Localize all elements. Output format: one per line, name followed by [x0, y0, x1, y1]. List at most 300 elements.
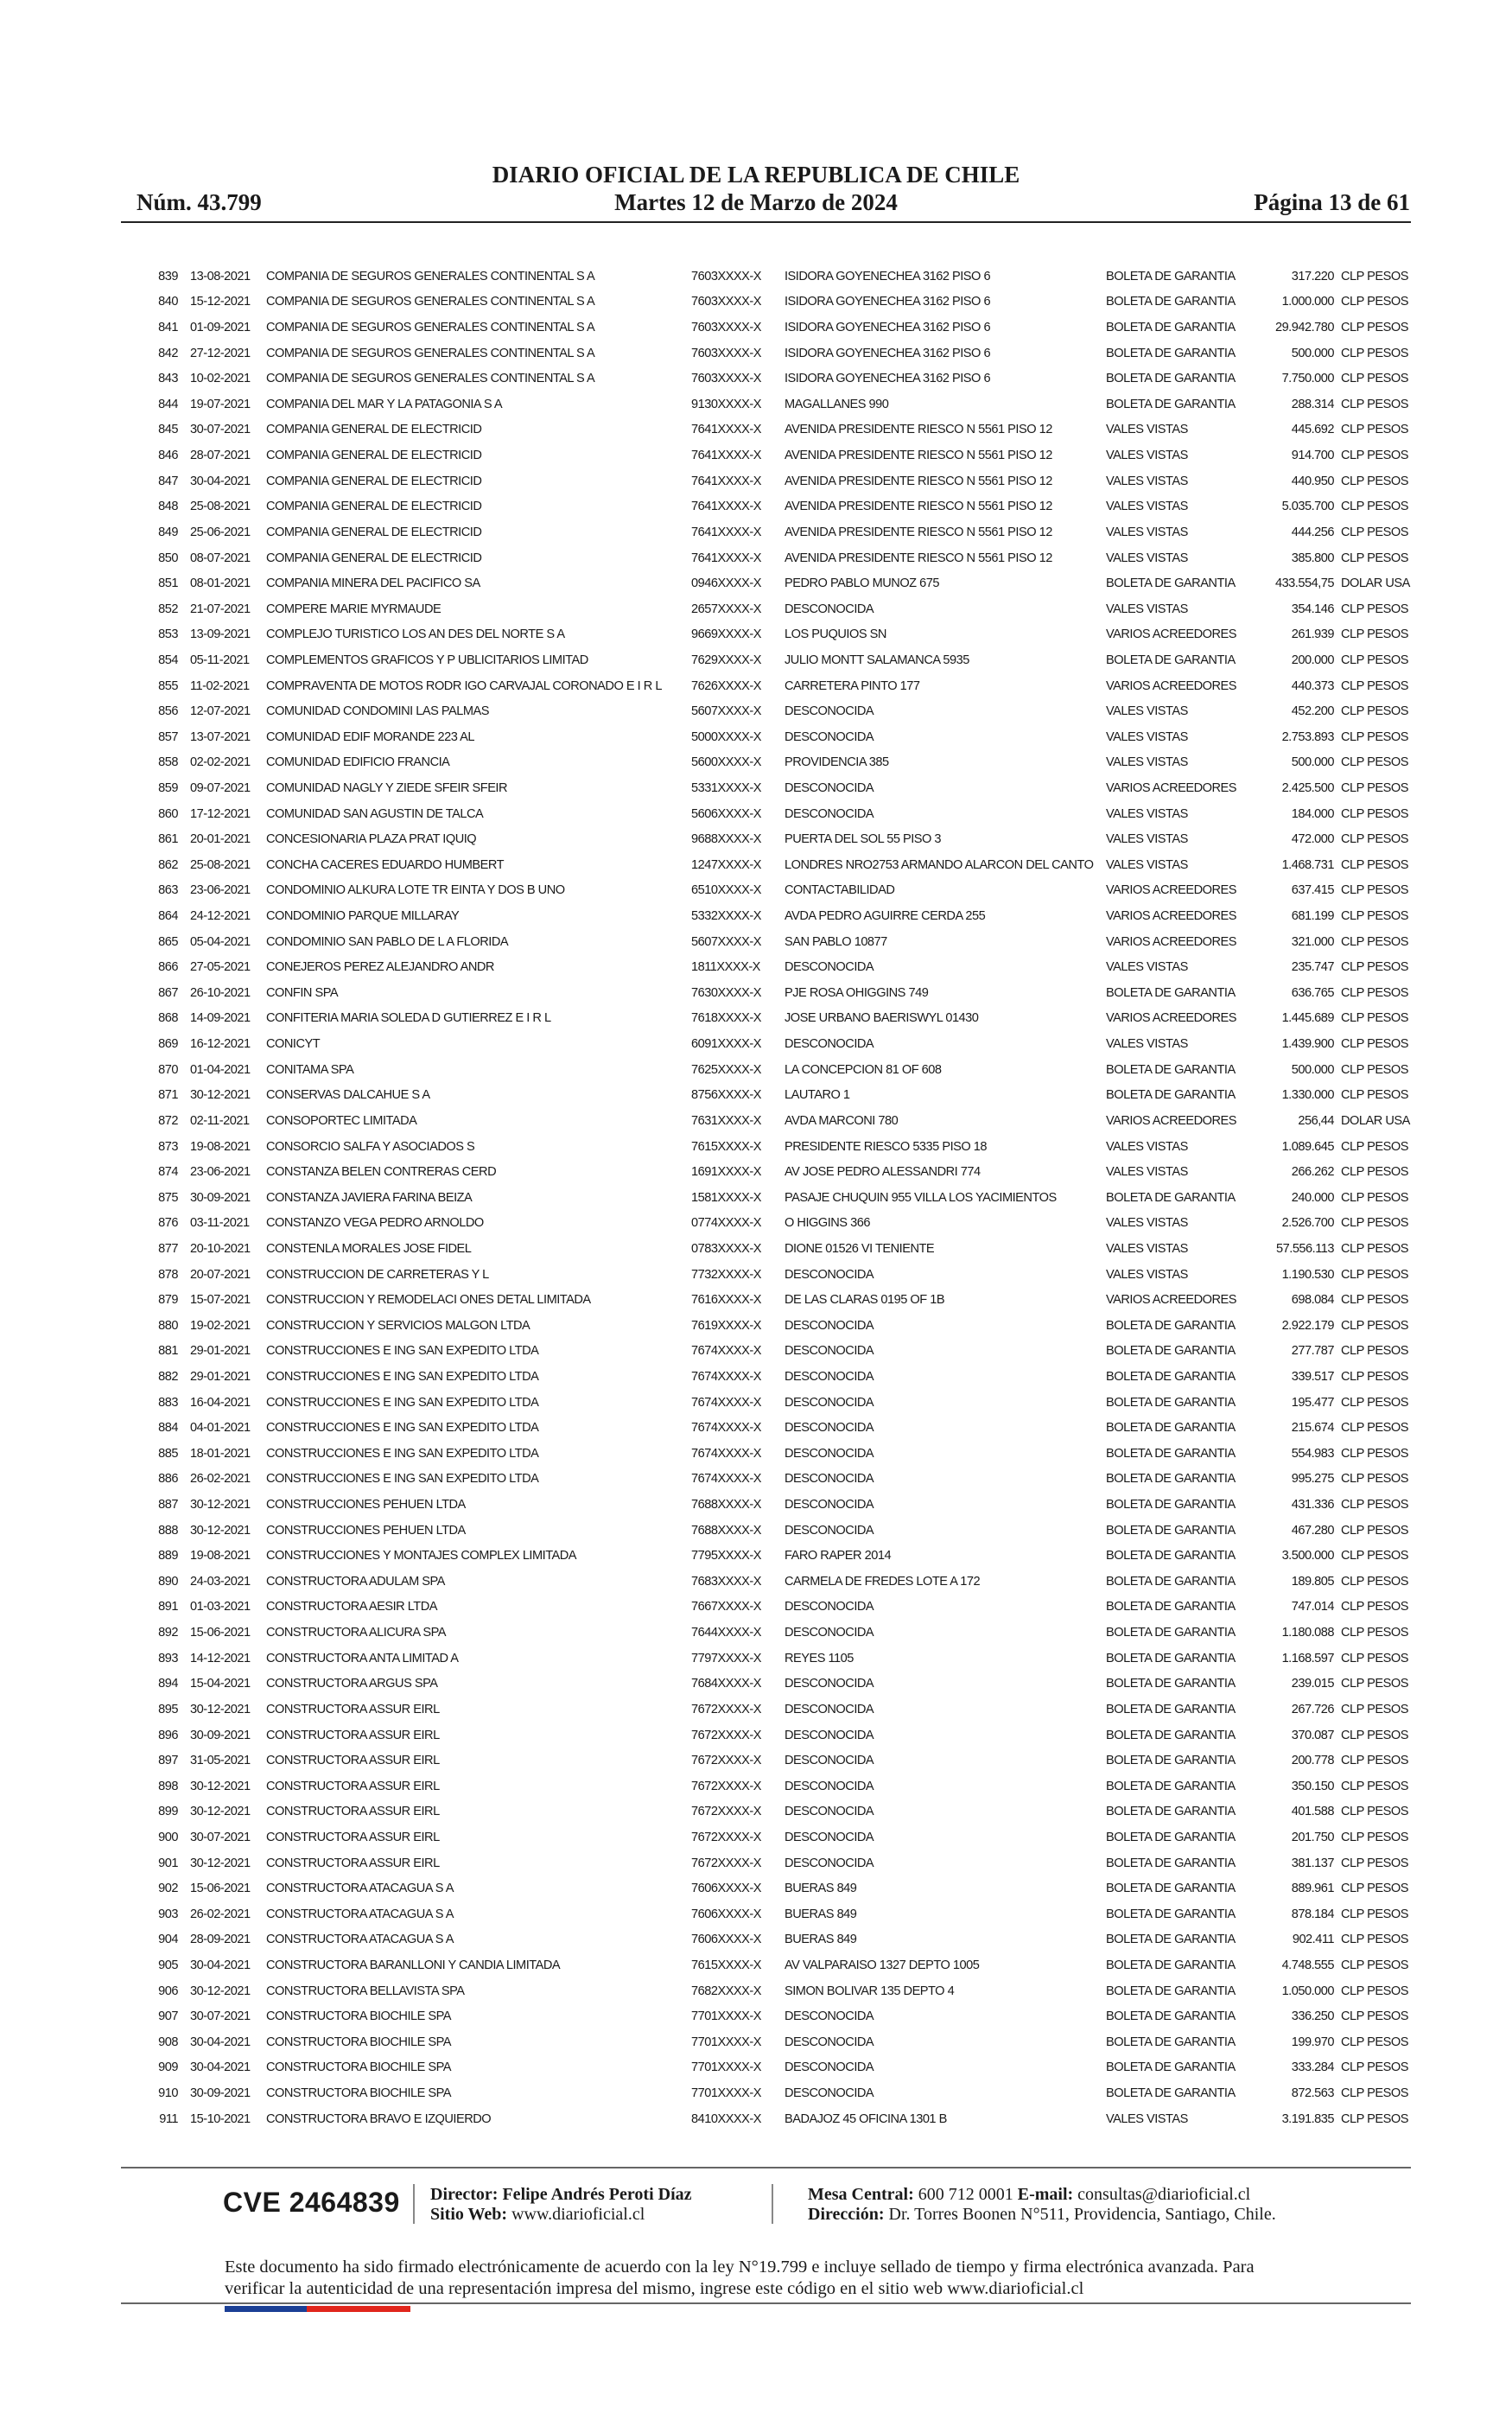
row-rut: 7683XXXX-X — [691, 1574, 761, 1589]
table-row — [121, 1236, 1411, 1262]
flag-stripe-red — [307, 2306, 410, 2312]
flag-stripe-blue — [225, 2306, 307, 2312]
row-currency: CLP PESOS — [1341, 269, 1408, 283]
row-name: CONICYT — [266, 1037, 321, 1052]
row-rut: 7674XXXX-X — [691, 1344, 761, 1359]
row-number: 901 — [158, 1856, 178, 1870]
row-number: 857 — [158, 729, 178, 744]
row-currency: CLP PESOS — [1341, 295, 1408, 309]
row-date: 30-12-2021 — [190, 1498, 251, 1512]
row-number: 845 — [158, 423, 178, 437]
row-date: 16-12-2021 — [190, 1037, 251, 1052]
row-name: CONSTRUCTORA ALICURA SPA — [266, 1626, 447, 1640]
row-currency: CLP PESOS — [1341, 653, 1408, 667]
table-row — [121, 2003, 1411, 2029]
row-date: 15-06-2021 — [190, 1626, 251, 1640]
row-address: REYES 1105 — [785, 1651, 854, 1665]
row-instrument: BOLETA DE GARANTIA — [1106, 1754, 1236, 1768]
row-currency: CLP PESOS — [1341, 1805, 1408, 1819]
table-row — [121, 929, 1411, 955]
row-date: 23-06-2021 — [190, 883, 251, 898]
row-number: 844 — [158, 397, 178, 411]
table-row — [121, 366, 1411, 392]
row-rut: 5331XXXX-X — [691, 780, 761, 795]
row-currency: CLP PESOS — [1341, 909, 1408, 924]
row-amount: 5.035.700 — [1281, 500, 1334, 514]
row-instrument: VALES VISTAS — [1106, 857, 1188, 872]
row-instrument: BOLETA DE GARANTIA — [1106, 1190, 1236, 1205]
row-instrument: BOLETA DE GARANTIA — [1106, 1728, 1236, 1742]
row-amount: 261.939 — [1291, 627, 1334, 642]
row-address: PROVIDENCIA 385 — [785, 755, 889, 770]
row-amount: 240.000 — [1291, 1190, 1334, 1205]
footer-separator — [772, 2184, 773, 2224]
row-address: DESCONOCIDA — [785, 1370, 874, 1384]
row-name: CONSORCIO SALFA Y ASOCIADOS S — [266, 1139, 475, 1154]
signature-note: Este documento ha sido firmado electrónicamente de acuerdo con la ley N°19.799 e incluye sellado de tiempo y firma electrónica avanzada. Para verificar la autenticidad de una representación impresa del mismo, ingrese este código en el sitio web www.diarioficial.cl — [225, 2258, 1255, 2298]
row-instrument: VALES VISTAS — [1106, 729, 1188, 744]
row-address: SIMON BOLIVAR 135 DEPTO 4 — [785, 1984, 955, 1998]
row-amount: 385.800 — [1291, 551, 1334, 565]
row-name: CONSTRUCCIONES PEHUEN LTDA — [266, 1498, 466, 1512]
row-amount: 878.184 — [1291, 1907, 1334, 1921]
row-number: 906 — [158, 1984, 178, 1998]
table-row — [121, 494, 1411, 519]
row-instrument: BOLETA DE GARANTIA — [1106, 2009, 1236, 2024]
row-rut: 5607XXXX-X — [691, 934, 761, 949]
row-amount: 288.314 — [1291, 397, 1334, 411]
row-number: 858 — [158, 755, 178, 770]
email-link[interactable]: consultas@diarioficial.cl — [1077, 2185, 1251, 2204]
row-amount: 4.748.555 — [1281, 1958, 1334, 1973]
table-row — [121, 1287, 1411, 1313]
row-date: 30-04-2021 — [190, 2035, 251, 2049]
row-currency: CLP PESOS — [1341, 985, 1408, 1000]
row-name: CONSTRUCCIONES Y MONTAJES COMPLEX LIMITADA — [266, 1549, 577, 1563]
row-currency: CLP PESOS — [1341, 1754, 1408, 1768]
row-rut: 9688XXXX-X — [691, 832, 761, 847]
row-instrument: BOLETA DE GARANTIA — [1106, 1062, 1236, 1077]
row-number: 908 — [158, 2035, 178, 2049]
row-currency: CLP PESOS — [1341, 1062, 1408, 1077]
table-row — [121, 2106, 1411, 2132]
table-row — [121, 341, 1411, 366]
row-instrument: VALES VISTAS — [1106, 1037, 1188, 1052]
row-currency: CLP PESOS — [1341, 1523, 1408, 1538]
website-link[interactable]: www.diarioficial.cl — [511, 2205, 645, 2224]
row-name: CONSTRUCTORA BRAVO E IZQUIERDO — [266, 2111, 492, 2126]
table-row — [121, 468, 1411, 494]
table-row — [121, 1543, 1411, 1569]
row-amount: 1.468.731 — [1281, 857, 1334, 872]
row-currency: CLP PESOS — [1341, 678, 1408, 693]
row-name: CONCESIONARIA PLAZA PRAT IQUIQ — [266, 832, 477, 847]
row-amount: 889.961 — [1291, 1882, 1334, 1896]
table-row — [121, 1185, 1411, 1211]
table-row — [121, 1518, 1411, 1544]
row-address: AVENIDA PRESIDENTE RIESCO N 5561 PISO 12 — [785, 525, 1052, 539]
row-instrument: VALES VISTAS — [1106, 960, 1188, 975]
row-number: 903 — [158, 1907, 178, 1921]
table-row — [121, 801, 1411, 827]
row-amount: 995.275 — [1291, 1472, 1334, 1487]
row-amount: 636.765 — [1291, 985, 1334, 1000]
row-rut: 1691XXXX-X — [691, 1165, 761, 1180]
row-currency: CLP PESOS — [1341, 1241, 1408, 1256]
row-address: PASAJE CHUQUIN 955 VILLA LOS YACIMIENTOS — [785, 1190, 1057, 1205]
row-currency: CLP PESOS — [1341, 1011, 1408, 1026]
row-amount: 339.517 — [1291, 1370, 1334, 1384]
row-name: CONSTRUCTORA BARANLLONI Y CANDIA LIMITADA — [266, 1958, 561, 1973]
table-row — [121, 1723, 1411, 1748]
row-amount: 902.411 — [1292, 1933, 1334, 1947]
table-row — [121, 443, 1411, 468]
row-number: 887 — [158, 1498, 178, 1512]
table-row — [121, 290, 1411, 315]
row-date: 19-02-2021 — [190, 1318, 251, 1333]
row-number: 864 — [158, 909, 178, 924]
table-row — [121, 1952, 1411, 1978]
row-address: AV VALPARAISO 1327 DEPTO 1005 — [785, 1958, 980, 1973]
row-number: 867 — [158, 985, 178, 1000]
issue-number: Núm. 43.799 — [137, 189, 262, 215]
row-rut: 9130XXXX-X — [691, 397, 761, 411]
table-row — [121, 673, 1411, 699]
row-rut: 7672XXXX-X — [691, 1856, 761, 1870]
row-currency: CLP PESOS — [1341, 1318, 1408, 1333]
row-number: 899 — [158, 1805, 178, 1819]
row-amount: 445.692 — [1291, 423, 1334, 437]
row-number: 882 — [158, 1370, 178, 1384]
row-rut: 7667XXXX-X — [691, 1600, 761, 1614]
row-name: CONSTANZO VEGA PEDRO ARNOLDO — [266, 1216, 484, 1231]
row-date: 12-07-2021 — [190, 704, 251, 719]
row-instrument: BOLETA DE GARANTIA — [1106, 653, 1236, 667]
table-row — [121, 1492, 1411, 1518]
row-number: 902 — [158, 1882, 178, 1896]
row-address: AV JOSE PEDRO ALESSANDRI 774 — [785, 1165, 981, 1180]
row-instrument: VALES VISTAS — [1106, 1241, 1188, 1256]
row-name: CONSTRUCTORA ATACAGUA S A — [266, 1882, 454, 1896]
row-name: CONCHA CACERES EDUARDO HUMBERT — [266, 857, 505, 872]
row-name: CONSTRUCTORA ANTA LIMITAD A — [266, 1651, 459, 1665]
row-instrument: BOLETA DE GARANTIA — [1106, 2086, 1236, 2101]
row-address: DIONE 01526 VI TENIENTE — [785, 1241, 935, 1256]
row-date: 30-04-2021 — [190, 1958, 251, 1973]
row-date: 09-07-2021 — [190, 780, 251, 795]
table-row — [121, 2029, 1411, 2055]
table-row — [121, 315, 1411, 341]
row-instrument: VALES VISTAS — [1106, 602, 1188, 616]
row-date: 13-09-2021 — [190, 627, 251, 642]
row-instrument: BOLETA DE GARANTIA — [1106, 1523, 1236, 1538]
row-amount: 215.674 — [1291, 1421, 1334, 1436]
row-date: 24-03-2021 — [190, 1574, 251, 1589]
row-date: 19-08-2021 — [190, 1139, 251, 1154]
row-date: 30-04-2021 — [190, 474, 251, 488]
row-rut: 1811XXXX-X — [691, 960, 760, 975]
row-rut: 7629XXXX-X — [691, 653, 761, 667]
row-rut: 9669XXXX-X — [691, 627, 761, 642]
row-address: PJE ROSA OHIGGINS 749 — [785, 985, 929, 1000]
table-row — [121, 1467, 1411, 1493]
row-amount: 444.256 — [1291, 525, 1334, 539]
row-name: CONSTRUCCIONES PEHUEN LTDA — [266, 1523, 466, 1538]
table-row — [121, 852, 1411, 878]
row-instrument: VALES VISTAS — [1106, 525, 1188, 539]
contact-line — [808, 2184, 1250, 2205]
row-currency: CLP PESOS — [1341, 1395, 1408, 1410]
row-name: CONSTRUCTORA ASSUR EIRL — [266, 1702, 440, 1716]
row-number: 909 — [158, 2060, 178, 2075]
table-row — [121, 1595, 1411, 1621]
row-rut: 7688XXXX-X — [691, 1498, 761, 1512]
row-address: AVENIDA PRESIDENTE RIESCO N 5561 PISO 12 — [785, 474, 1052, 488]
row-name: COMUNIDAD SAN AGUSTIN DE TALCA — [266, 806, 484, 821]
row-number: 872 — [158, 1113, 178, 1128]
row-date: 20-01-2021 — [190, 832, 251, 847]
row-amount: 440.373 — [1291, 678, 1334, 693]
row-number: 843 — [158, 372, 178, 386]
row-rut: 7672XXXX-X — [691, 1779, 761, 1793]
row-amount: 500.000 — [1291, 346, 1334, 360]
row-date: 08-07-2021 — [190, 551, 251, 565]
table-row — [121, 903, 1411, 929]
row-date: 20-07-2021 — [190, 1267, 251, 1282]
row-amount: 2.922.179 — [1281, 1318, 1334, 1333]
row-currency: CLP PESOS — [1341, 1574, 1408, 1589]
row-date: 05-04-2021 — [190, 934, 251, 949]
row-name: CONSTANZA BELEN CONTRERAS CERD — [266, 1165, 497, 1180]
row-rut: 7672XXXX-X — [691, 1754, 761, 1768]
row-number: 852 — [158, 602, 178, 616]
row-name: CONSTRUCCION DE CARRETERAS Y L — [266, 1267, 489, 1282]
row-date: 13-08-2021 — [190, 269, 251, 283]
row-rut: 7701XXXX-X — [691, 2086, 761, 2101]
row-rut: 7672XXXX-X — [691, 1728, 761, 1742]
row-name: CONSTRUCCION Y SERVICIOS MALGON LTDA — [266, 1318, 530, 1333]
footer-separator — [413, 2184, 415, 2224]
row-currency: CLP PESOS — [1341, 832, 1408, 847]
row-amount: 747.014 — [1291, 1600, 1334, 1614]
row-name: COMPANIA DE SEGUROS GENERALES CONTINENTAL S A — [266, 372, 595, 386]
row-name: COMPANIA GENERAL DE ELECTRICID — [266, 551, 482, 565]
row-amount: 472.000 — [1291, 832, 1334, 847]
row-rut: 0783XXXX-X — [691, 1241, 761, 1256]
row-date: 11-02-2021 — [190, 678, 250, 693]
row-name: CONSTENLA MORALES JOSE FIDEL — [266, 1241, 472, 1256]
row-rut: 7603XXXX-X — [691, 346, 761, 360]
row-name: CONSTANZA JAVIERA FARINA BEIZA — [266, 1190, 473, 1205]
row-date: 15-10-2021 — [190, 2111, 251, 2126]
row-currency: CLP PESOS — [1341, 397, 1408, 411]
row-amount: 189.805 — [1291, 1574, 1334, 1589]
row-currency: CLP PESOS — [1341, 1958, 1408, 1973]
row-currency: CLP PESOS — [1341, 780, 1408, 795]
row-date: 14-09-2021 — [190, 1011, 251, 1026]
row-amount: 2.425.500 — [1281, 780, 1334, 795]
row-rut: 7701XXXX-X — [691, 2060, 761, 2075]
row-name: CONSTRUCCIONES E ING SAN EXPEDITO LTDA — [266, 1395, 539, 1410]
row-address: ISIDORA GOYENECHEA 3162 PISO 6 — [785, 321, 991, 335]
records-body — [121, 264, 1411, 2131]
row-rut: 7644XXXX-X — [691, 1626, 761, 1640]
row-amount: 1.445.689 — [1281, 1011, 1334, 1026]
row-date: 30-12-2021 — [190, 1984, 251, 1998]
row-currency: CLP PESOS — [1341, 1702, 1408, 1716]
row-number: 840 — [158, 295, 178, 309]
row-instrument: BOLETA DE GARANTIA — [1106, 1933, 1236, 1947]
row-address: PUERTA DEL SOL 55 PISO 3 — [785, 832, 942, 847]
row-address: DESCONOCIDA — [785, 1421, 874, 1436]
row-number: 855 — [158, 678, 178, 693]
newspaper-title: DIARIO OFICIAL DE LA REPUBLICA DE CHILE — [492, 162, 1020, 188]
row-number: 892 — [158, 1626, 178, 1640]
row-address: ISIDORA GOYENECHEA 3162 PISO 6 — [785, 269, 991, 283]
table-row — [121, 954, 1411, 980]
row-date: 13-07-2021 — [190, 729, 251, 744]
row-rut: 6091XXXX-X — [691, 1037, 761, 1052]
row-number: 900 — [158, 1830, 178, 1844]
row-currency: CLP PESOS — [1341, 1421, 1408, 1436]
row-number: 885 — [158, 1446, 178, 1461]
row-currency: CLP PESOS — [1341, 1037, 1408, 1052]
email-label: E-mail: — [1017, 2185, 1074, 2204]
row-date: 29-01-2021 — [190, 1344, 251, 1359]
row-instrument: VALES VISTAS — [1106, 474, 1188, 488]
row-rut: 7618XXXX-X — [691, 1011, 761, 1026]
table-row — [121, 1031, 1411, 1057]
row-address: LA CONCEPCION 81 OF 608 — [785, 1062, 942, 1077]
row-instrument: VALES VISTAS — [1106, 1267, 1188, 1282]
row-name: CONDOMINIO ALKURA LOTE TR EINTA Y DOS B UNO — [266, 883, 565, 898]
row-date: 02-02-2021 — [190, 755, 251, 770]
row-name: COMUNIDAD EDIF MORANDE 223 AL — [266, 729, 474, 744]
row-amount: 2.753.893 — [1281, 729, 1334, 744]
row-amount: 872.563 — [1291, 2086, 1334, 2101]
mesa-label: Mesa Central: — [808, 2185, 914, 2204]
row-name: CONDOMINIO PARQUE MILLARAY — [266, 909, 460, 924]
row-date: 30-09-2021 — [190, 1190, 251, 1205]
row-address: DESCONOCIDA — [785, 2035, 874, 2049]
row-instrument: BOLETA DE GARANTIA — [1106, 1600, 1236, 1614]
row-instrument: BOLETA DE GARANTIA — [1106, 1344, 1236, 1359]
row-address: DESCONOCIDA — [785, 1754, 874, 1768]
row-name: COMPANIA DE SEGUROS GENERALES CONTINENTAL S A — [266, 321, 595, 335]
row-date: 25-08-2021 — [190, 500, 251, 514]
row-instrument: VALES VISTAS — [1106, 2111, 1188, 2126]
row-name: COMPANIA GENERAL DE ELECTRICID — [266, 423, 482, 437]
row-currency: CLP PESOS — [1341, 1344, 1408, 1359]
row-amount: 266.262 — [1291, 1165, 1334, 1180]
row-number: 890 — [158, 1574, 178, 1589]
row-currency: CLP PESOS — [1341, 2086, 1408, 2101]
row-rut: 7641XXXX-X — [691, 551, 761, 565]
row-rut: 8410XXXX-X — [691, 2111, 761, 2126]
table-row — [121, 1390, 1411, 1416]
row-instrument: BOLETA DE GARANTIA — [1106, 1421, 1236, 1436]
row-currency: CLP PESOS — [1341, 525, 1408, 539]
row-currency: CLP PESOS — [1341, 372, 1408, 386]
row-number: 862 — [158, 857, 178, 872]
row-address: DESCONOCIDA — [785, 704, 874, 719]
row-date: 15-07-2021 — [190, 1293, 251, 1308]
row-number: 875 — [158, 1190, 178, 1205]
row-amount: 184.000 — [1291, 806, 1334, 821]
row-number: 851 — [158, 576, 178, 591]
row-name: COMPANIA GENERAL DE ELECTRICID — [266, 474, 482, 488]
row-instrument: BOLETA DE GARANTIA — [1106, 1830, 1236, 1844]
row-number: 842 — [158, 346, 178, 360]
row-instrument: VALES VISTAS — [1106, 832, 1188, 847]
row-currency: CLP PESOS — [1341, 321, 1408, 335]
row-amount: 433.554,75 — [1274, 576, 1334, 591]
row-number: 895 — [158, 1702, 178, 1716]
row-instrument: BOLETA DE GARANTIA — [1106, 1958, 1236, 1973]
row-date: 01-03-2021 — [190, 1600, 251, 1614]
table-row — [121, 1313, 1411, 1339]
row-date: 30-12-2021 — [190, 1856, 251, 1870]
row-amount: 239.015 — [1291, 1677, 1334, 1691]
row-number: 889 — [158, 1549, 178, 1563]
row-instrument: VALES VISTAS — [1106, 423, 1188, 437]
row-amount: 200.778 — [1291, 1754, 1334, 1768]
row-name: CONSTRUCCIONES E ING SAN EXPEDITO LTDA — [266, 1472, 539, 1487]
row-name: COMPLEMENTOS GRAFICOS Y P UBLICITARIOS LIMITAD — [266, 653, 588, 667]
row-rut: 5606XXXX-X — [691, 806, 761, 821]
row-instrument: VALES VISTAS — [1106, 704, 1188, 719]
row-amount: 440.950 — [1291, 474, 1334, 488]
table-row — [121, 2080, 1411, 2106]
row-rut: 5332XXXX-X — [691, 909, 761, 924]
table-row — [121, 750, 1411, 776]
row-name: COMPANIA DE SEGUROS GENERALES CONTINENTAL S A — [266, 295, 595, 309]
row-number: 853 — [158, 627, 178, 642]
row-instrument: BOLETA DE GARANTIA — [1106, 1498, 1236, 1512]
row-rut: 7641XXXX-X — [691, 423, 761, 437]
row-currency: CLP PESOS — [1341, 729, 1408, 744]
row-name: CONDOMINIO SAN PABLO DE L A FLORIDA — [266, 934, 509, 949]
row-instrument: VARIOS ACREEDORES — [1106, 934, 1236, 949]
mesa-phone: 600 712 0001 — [918, 2185, 1013, 2204]
table-row — [121, 519, 1411, 545]
row-instrument: VARIOS ACREEDORES — [1106, 1293, 1236, 1308]
row-date: 30-12-2021 — [190, 1805, 251, 1819]
row-date: 01-09-2021 — [190, 321, 251, 335]
row-amount: 256,44 — [1298, 1113, 1334, 1128]
row-address: DESCONOCIDA — [785, 1446, 874, 1461]
row-date: 27-12-2021 — [190, 346, 251, 360]
row-address: DESCONOCIDA — [785, 2009, 874, 2024]
row-number: 859 — [158, 780, 178, 795]
row-instrument: BOLETA DE GARANTIA — [1106, 1088, 1236, 1103]
row-name: COMPANIA GENERAL DE ELECTRICID — [266, 525, 482, 539]
row-name: CONSTRUCTORA BIOCHILE SPA — [266, 2009, 452, 2024]
row-address: DESCONOCIDA — [785, 1830, 874, 1844]
row-instrument: BOLETA DE GARANTIA — [1106, 1574, 1236, 1589]
table-row — [121, 570, 1411, 596]
page-number: Página 13 de 61 — [1254, 189, 1410, 215]
row-date: 25-06-2021 — [190, 525, 251, 539]
row-address: BUERAS 849 — [785, 1882, 857, 1896]
row-currency: CLP PESOS — [1341, 423, 1408, 437]
row-name: CONSTRUCTORA ATACAGUA S A — [266, 1907, 454, 1921]
row-currency: CLP PESOS — [1341, 1216, 1408, 1231]
row-address: MAGALLANES 990 — [785, 397, 889, 411]
row-currency: CLP PESOS — [1341, 1088, 1408, 1103]
row-date: 30-04-2021 — [190, 2060, 251, 2075]
row-address: BUERAS 849 — [785, 1933, 857, 1947]
